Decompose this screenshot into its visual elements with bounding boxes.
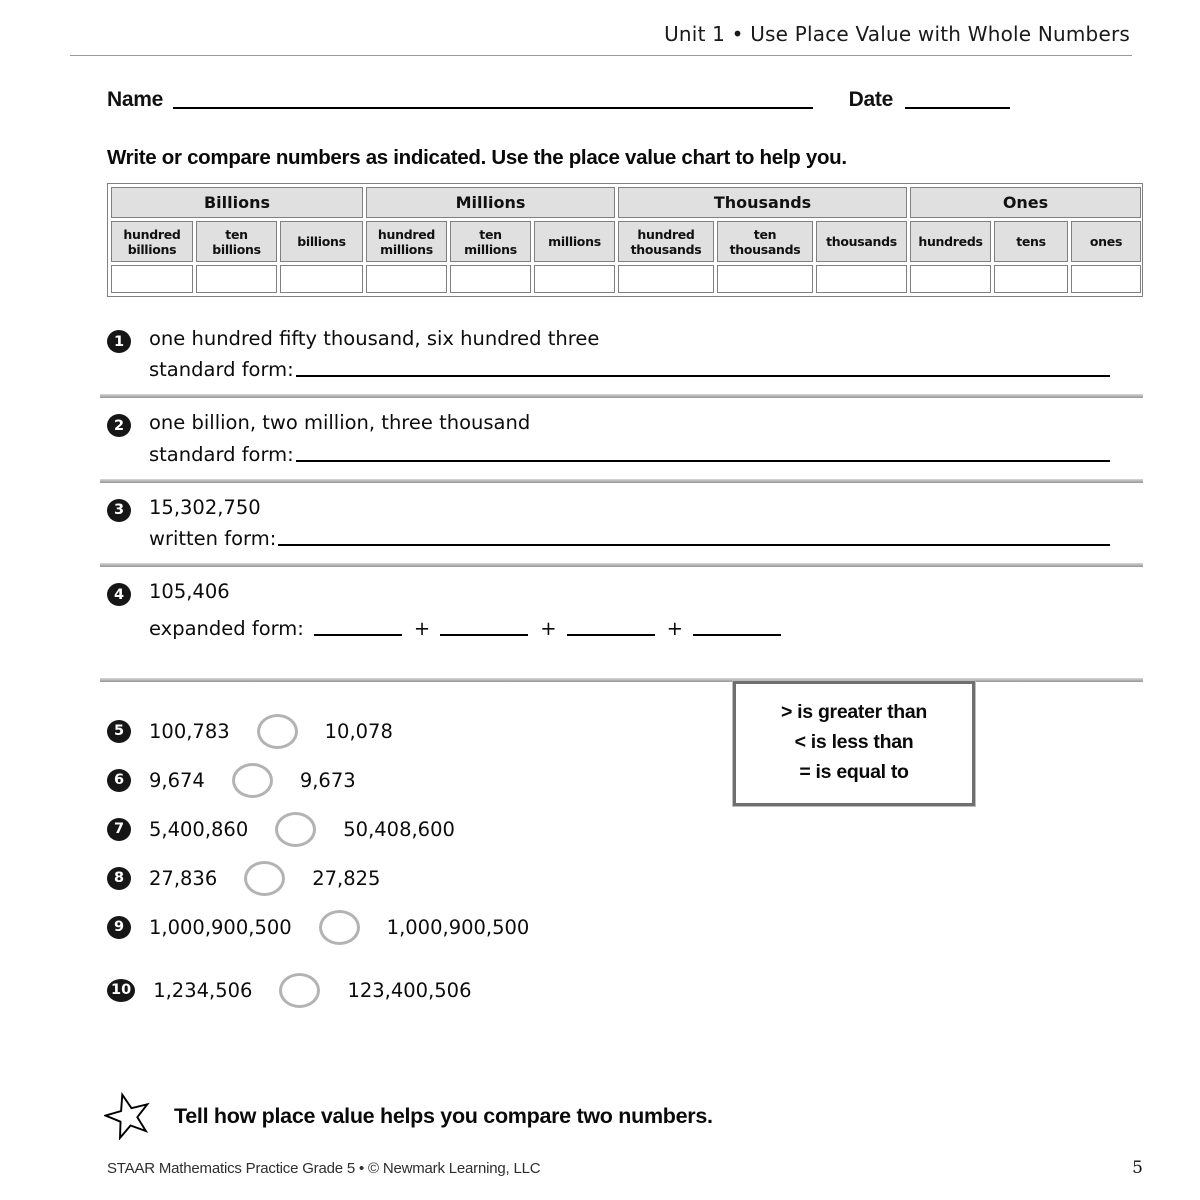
pv-write-cell (618, 265, 714, 293)
page-footer (107, 1158, 1143, 1178)
expanded-form-blank (567, 634, 655, 636)
plus-sign: + (413, 616, 431, 640)
challenge-prompt (104, 1092, 713, 1140)
comparison-symbols-legend (733, 681, 975, 806)
question-number-badge: 6 (107, 769, 131, 792)
question-number-badge: 1 (107, 330, 131, 353)
legend-less-than: < is less than (794, 731, 914, 754)
question-number-badge: 4 (107, 583, 131, 606)
instructions-text: Write or compare numbers as indicated. Use the place value chart to help you. (107, 146, 847, 169)
pv-col-ones: ones (1071, 221, 1141, 262)
comparison-section (107, 712, 1200, 1010)
pv-write-cell (111, 265, 193, 293)
name-date-row (107, 88, 1010, 112)
challenge-text: Tell how place value helps you compare two numbers. (174, 1103, 713, 1128)
pv-group-thousands: Thousands (618, 187, 907, 218)
question-number-badge: 9 (107, 916, 131, 939)
right-number: 9,673 (299, 768, 356, 792)
header-rule (70, 55, 1132, 56)
pv-write-cell (994, 265, 1068, 293)
question-1 (107, 327, 1110, 381)
question-prompt: 15,302,750 (149, 495, 261, 519)
pv-col-ten-billions: ten billions (196, 221, 277, 262)
question-number-badge: 7 (107, 818, 131, 841)
page-number: 5 (1132, 1158, 1143, 1178)
answer-blank-line (296, 375, 1110, 377)
right-number: 123,400,506 (347, 978, 472, 1002)
pv-write-cell (816, 265, 907, 293)
question-6 (107, 761, 1200, 800)
left-number: 27,836 (149, 866, 218, 890)
answer-blank-line (296, 460, 1110, 462)
place-value-chart (107, 183, 1143, 297)
form-label: expanded form: (149, 616, 304, 640)
question-prompt: 105,406 (149, 580, 230, 604)
comparison-circle (319, 910, 360, 945)
pv-group-billions: Billions (111, 187, 363, 218)
question-3 (107, 496, 1110, 550)
date-blank-line (905, 107, 1010, 109)
question-10 (107, 971, 1200, 1010)
pv-write-cell (1071, 265, 1141, 293)
pv-write-cell (366, 265, 447, 293)
name-blank-line (173, 107, 813, 109)
pv-write-cell (196, 265, 277, 293)
section-divider (100, 678, 1143, 682)
pv-col-hundred-thousands: hundred thousands (618, 221, 714, 262)
form-label: standard form: (149, 442, 294, 466)
right-number: 1,000,900,500 (386, 915, 530, 939)
section-divider (100, 563, 1143, 567)
plus-sign: + (540, 616, 557, 640)
pv-col-hundred-millions: hundred millions (366, 221, 447, 262)
pv-group-millions: Millions (366, 187, 615, 218)
pv-col-ten-thousands: ten thousands (717, 221, 813, 262)
section-divider (100, 479, 1143, 483)
comparison-circle (275, 812, 316, 847)
pv-col-hundreds: hundreds (910, 221, 991, 262)
date-label: Date (848, 88, 893, 111)
question-prompt: one billion, two million, three thousand (149, 411, 531, 435)
pv-write-cell (910, 265, 991, 293)
pv-col-millions: millions (534, 221, 615, 262)
pv-col-ten-millions: ten millions (450, 221, 531, 262)
pv-col-hundred-billions: hundred billions (111, 221, 193, 262)
question-number-badge: 10 (107, 979, 135, 1002)
pv-write-cell (717, 265, 813, 293)
question-7 (107, 810, 1200, 849)
left-number: 1,234,506 (153, 978, 253, 1002)
pv-group-ones: Ones (910, 187, 1141, 218)
expanded-form-blank (440, 634, 528, 636)
right-number: 27,825 (312, 866, 381, 890)
question-number-badge: 2 (107, 414, 131, 437)
form-label: standard form: (149, 358, 294, 382)
question-9 (107, 908, 1200, 947)
expanded-form-blank (693, 634, 781, 636)
copyright-credit: STAAR Mathematics Practice Grade 5 • © Newmark Learning, LLC (107, 1160, 541, 1177)
pv-write-cell (450, 265, 531, 293)
question-prompt: one hundred fifty thousand, six hundred three (149, 327, 600, 350)
comparison-circle (232, 763, 273, 798)
question-number-badge: 3 (107, 499, 131, 522)
answer-blank-line (278, 544, 1110, 546)
star-icon (104, 1092, 152, 1140)
pv-col-tens: tens (994, 221, 1068, 262)
legend-greater-than: > is greater than (780, 701, 928, 723)
expanded-form-blank (314, 634, 402, 636)
legend-equal-to: = is equal to (799, 761, 909, 784)
left-number: 100,783 (149, 719, 230, 743)
question-number-badge: 8 (107, 867, 131, 890)
right-number: 10,078 (324, 719, 393, 743)
question-2 (107, 411, 1110, 465)
comparison-circle (244, 861, 285, 896)
unit-header-title: Unit 1 • Use Place Value with Whole Numbers (664, 22, 1130, 46)
name-label: Name (107, 88, 163, 111)
right-number: 50,408,600 (343, 817, 455, 841)
question-8 (107, 859, 1200, 898)
comparison-circle (279, 973, 320, 1008)
question-5 (107, 712, 1200, 751)
left-number: 5,400,860 (149, 817, 249, 841)
plus-sign: + (666, 616, 683, 640)
pv-col-thousands: thousands (816, 221, 907, 262)
question-number-badge: 5 (107, 720, 131, 743)
comparison-circle (257, 714, 298, 749)
form-label: written form: (149, 527, 277, 551)
question-4 (107, 580, 1110, 639)
section-divider (100, 394, 1143, 398)
left-number: 1,000,900,500 (149, 915, 292, 939)
left-number: 9,674 (149, 768, 205, 792)
pv-write-cell (280, 265, 363, 293)
pv-write-cell (534, 265, 615, 293)
pv-col-billions: billions (280, 221, 363, 262)
